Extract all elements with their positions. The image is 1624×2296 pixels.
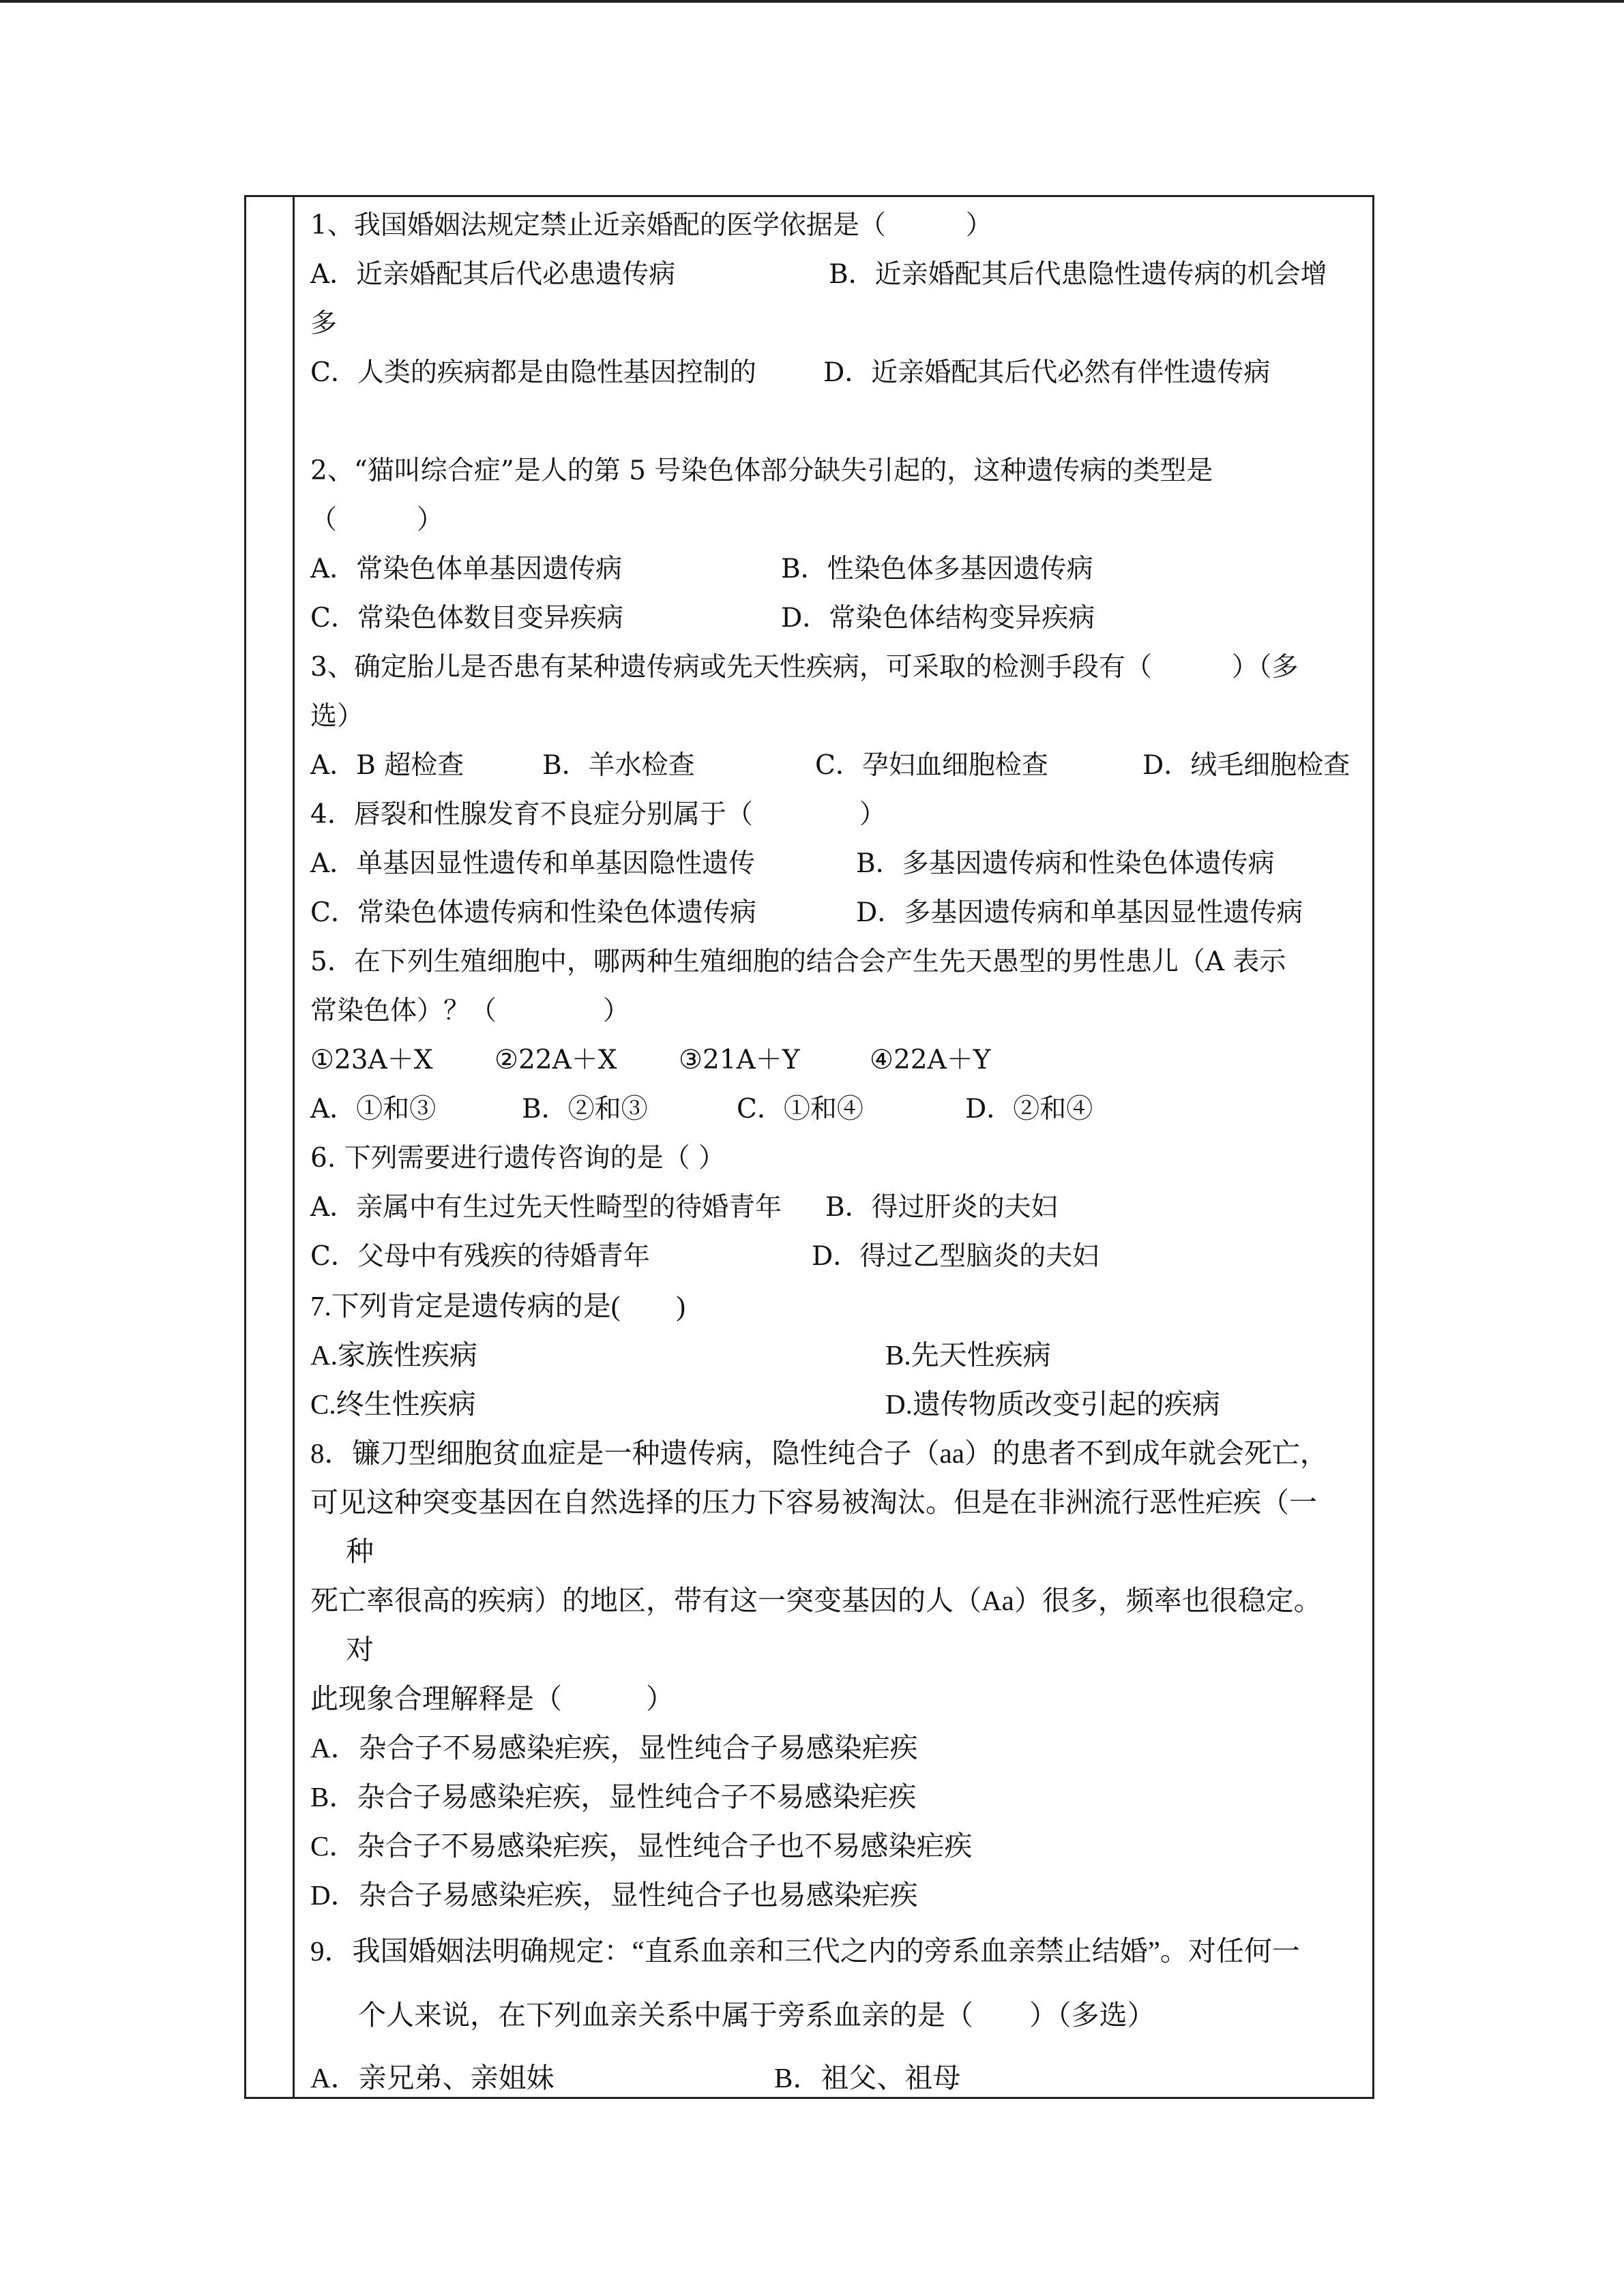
- q6-option-d: D．得过乙型脑炎的夫妇: [812, 1241, 1099, 1272]
- q6-option-b: B．得过肝炎的夫妇: [825, 1192, 1058, 1223]
- q7-option-d: D.遗传物质改变引起的疾病: [885, 1388, 1220, 1420]
- question-table: [244, 195, 1374, 2099]
- q5-option-a: A．①和③: [310, 1094, 437, 1124]
- q8-stem-line2: 可见这种突变基因在自然选择的压力下容易被淘汰。但是在非洲流行恶性疟疾（一: [310, 1487, 1317, 1518]
- q6-option-c: C．父母中有残疾的待婚青年: [310, 1241, 650, 1272]
- q5-item-4: ④22A＋Y: [870, 1045, 991, 1075]
- q8-option-a: A．杂合子不易感染疟疾，显性纯合子易感染疟疾: [310, 1732, 918, 1763]
- q5-option-d: D．②和④: [965, 1094, 1093, 1124]
- q7-option-a: A.家族性疾病: [310, 1339, 477, 1371]
- q3-option-c: C．孕妇血细胞检查: [815, 750, 1048, 781]
- q5-item-2: ②22A＋X: [494, 1045, 617, 1075]
- q8-stem-line6: 此现象合理解释是（ ）: [310, 1683, 674, 1714]
- table-left-column: [246, 197, 295, 2097]
- q7-option-b: B.先天性疾病: [885, 1339, 1051, 1371]
- q1-option-b-continued: 多: [310, 308, 338, 339]
- q2-option-c: C．常染色体数目变异疾病: [310, 603, 623, 633]
- q5-item-1: ①23A＋X: [310, 1045, 433, 1075]
- q4-option-d: D．多基因遗传病和单基因显性遗传病: [856, 897, 1303, 928]
- q2-stem-continued: （ ）: [310, 505, 444, 535]
- q8-stem-line1: 8．镰刀型细胞贫血症是一种遗传病，隐性纯合子（aa）的患者不到成年就会死亡，: [310, 1437, 1328, 1469]
- q8-option-b: B．杂合子易感染疟疾，显性纯合子不易感染疟疾: [310, 1781, 917, 1813]
- q8-stem-line4: 死亡率很高的疾病）的地区，带有这一突变基因的人（Aa）很多，频率也很稳定。: [310, 1585, 1322, 1616]
- q4-option-b: B．多基因遗传病和性染色体遗传病: [856, 848, 1275, 879]
- q8-option-d: D．杂合子易感染疟疾，显性纯合子也易感染疟疾: [310, 1879, 918, 1911]
- q9-option-b: B．祖父、祖母: [774, 2062, 961, 2093]
- q1-option-c: C．人类的疾病都是由隐性基因控制的: [310, 357, 756, 388]
- q8-stem-line5: 对: [346, 1634, 374, 1665]
- q4-stem: 4．唇裂和性腺发育不良症分别属于（ ）: [310, 799, 886, 830]
- q3-stem: 3、确定胎儿是否患有某种遗传病或先天性疾病，可采取的检测手段有（ ）（多: [310, 652, 1299, 683]
- q8-option-c: C．杂合子不易感染疟疾，显性纯合子也不易感染疟疾: [310, 1830, 973, 1862]
- q9-stem-line1: 9．我国婚姻法明确规定：“直系血亲和三代之内的旁系血亲禁止结婚”。对任何一: [310, 1935, 1300, 1967]
- q3-stem-continued: 选）: [310, 701, 364, 732]
- q6-option-a: A．亲属中有生过先天性畸型的待婚青年: [310, 1192, 782, 1223]
- question-content: [297, 207, 1360, 2097]
- q2-option-d: D．常染色体结构变异疾病: [781, 603, 1095, 633]
- q1-option-b: B．近亲婚配其后代患隐性遗传病的机会增: [829, 259, 1327, 290]
- q5-stem: 5．在下列生殖细胞中，哪两种生殖细胞的结合会产生先天愚型的男性患儿（A 表示: [310, 946, 1286, 977]
- q3-option-a: A．B 超检查: [310, 750, 464, 781]
- q2-option-a: A．常染色体单基因遗传病: [310, 554, 623, 584]
- q1-option-d: D．近亲婚配其后代必然有伴性遗传病: [823, 357, 1271, 388]
- q9-option-a: A．亲兄弟、亲姐妹: [310, 2062, 555, 2093]
- q4-option-a: A．单基因显性遗传和单基因隐性遗传: [310, 848, 756, 879]
- q7-option-c: C.终生性疾病: [310, 1388, 476, 1420]
- q3-option-b: B．羊水检查: [542, 750, 695, 781]
- q3-option-d: D．绒毛细胞检查: [1142, 750, 1350, 781]
- q4-option-c: C．常染色体遗传病和性染色体遗传病: [310, 897, 756, 928]
- q7-stem: 7.下列肯定是遗传病的是( ): [310, 1290, 686, 1322]
- q5-item-3: ③21A＋Y: [679, 1045, 800, 1075]
- q5-option-c: C．①和④: [737, 1094, 863, 1124]
- q2-stem: 2、“猫叫综合症”是人的第 5 号染色体部分缺失引起的，这种遗传病的类型是: [310, 456, 1213, 486]
- q8-stem-line3: 种: [346, 1536, 374, 1567]
- q2-option-b: B．性染色体多基因遗传病: [781, 554, 1093, 584]
- q6-stem: 6. 下列需要进行遗传咨询的是（ ）: [310, 1143, 726, 1174]
- q5-stem-continued: 常染色体）？（ ）: [310, 996, 630, 1026]
- q9-stem-line2: 个人来说，在下列血亲关系中属于旁系血亲的是（ ）（多选）: [358, 1999, 1155, 2031]
- q1-option-a: A．近亲婚配其后代必患遗传病: [310, 259, 676, 290]
- q5-option-b: B．②和③: [522, 1094, 648, 1124]
- page-top-border: [0, 0, 1624, 3]
- q1-stem: 1、我国婚姻法规定禁止近亲婚配的医学依据是（ ）: [310, 210, 992, 241]
